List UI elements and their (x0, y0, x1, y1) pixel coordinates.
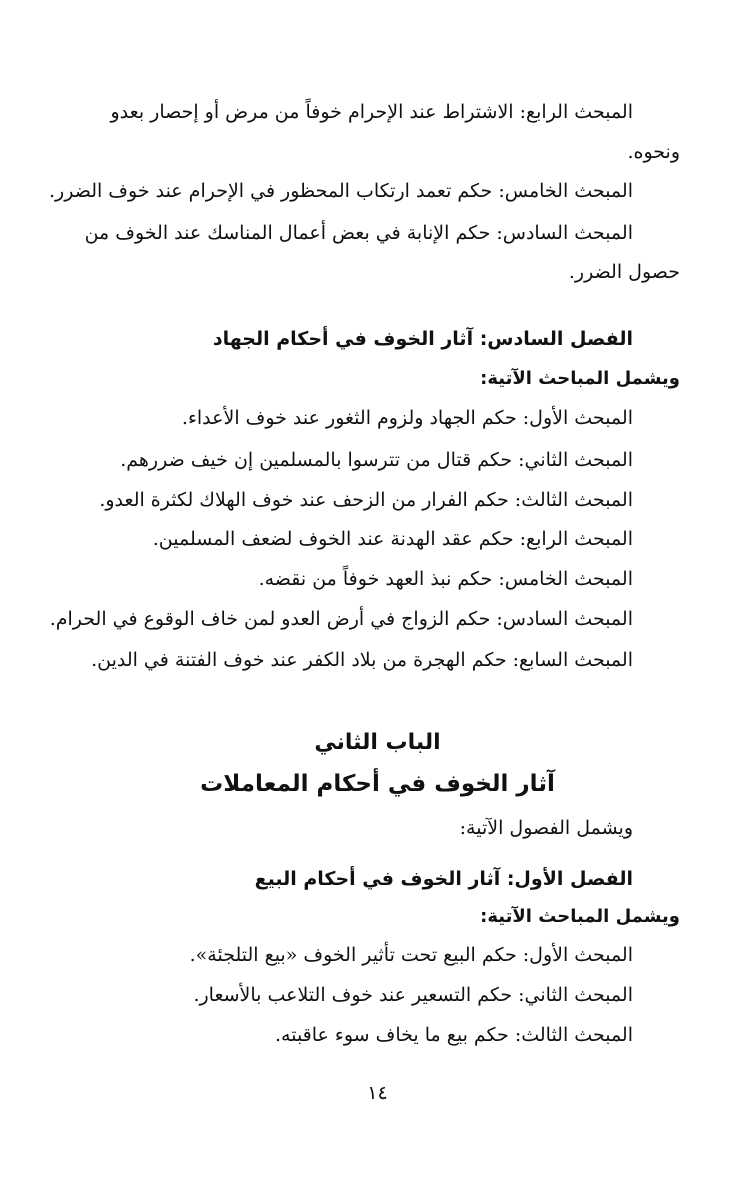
list-item: المبحث الأول: حكم الجهاد ولزوم الثغور عند خوف الأعداء. (181, 407, 633, 429)
list-item: المبحث الثالث: حكم بيع ما يخاف سوء عاقبته. (274, 1024, 633, 1046)
chapter-intro: ويشمل المباحث الآتية: (480, 368, 680, 389)
list-item: المبحث الثاني: حكم قتال من تترسوا بالمسلمين إن خيف ضررهم. (120, 449, 633, 471)
part-label: الباب الثاني (314, 730, 441, 755)
list-item: المبحث الثاني: حكم التسعير عند خوف التلاعب بالأسعار. (193, 984, 633, 1006)
paragraph-line: حصول الضرر. (568, 261, 680, 283)
paragraph-line: المبحث الرابع: الاشتراط عند الإحرام خوفاً من مرض أو إحصار بعدو (110, 101, 633, 123)
part-title: آثار الخوف في أحكام المعاملات (200, 771, 555, 797)
list-item: المبحث الخامس: حكم نبذ العهد خوفاً من نقضه. (258, 568, 633, 590)
paragraph-line: المبحث السادس: حكم الإنابة في بعض أعمال المناسك عند الخوف من (84, 222, 633, 244)
paragraph-line: المبحث الخامس: حكم تعمد ارتكاب المحظور في الإحرام عند خوف الضرر. (49, 180, 633, 202)
page-number: ١٤ (367, 1082, 388, 1104)
paragraph-line: ونحوه. (627, 141, 680, 163)
chapter-heading: الفصل الأول: آثار الخوف في أحكام البيع (254, 868, 633, 890)
list-item: المبحث الأول: حكم البيع تحت تأثير الخوف «بيع التلجئة». (189, 944, 633, 966)
chapter-intro: ويشمل المباحث الآتية: (480, 906, 680, 927)
list-item: المبحث الرابع: حكم عقد الهدنة عند الخوف لضعف المسلمين. (152, 528, 633, 550)
list-item: المبحث السابع: حكم الهجرة من بلاد الكفر عند خوف الفتنة في الدين. (91, 649, 633, 671)
chapter-heading: الفصل السادس: آثار الخوف في أحكام الجهاد (212, 328, 633, 350)
part-intro: ويشمل الفصول الآتية: (459, 817, 633, 839)
list-item: المبحث السادس: حكم الزواج في أرض العدو لمن خاف الوقوع في الحرام. (49, 608, 633, 630)
list-item: المبحث الثالث: حكم الفرار من الزحف عند خوف الهلاك لكثرة العدو. (99, 489, 633, 511)
